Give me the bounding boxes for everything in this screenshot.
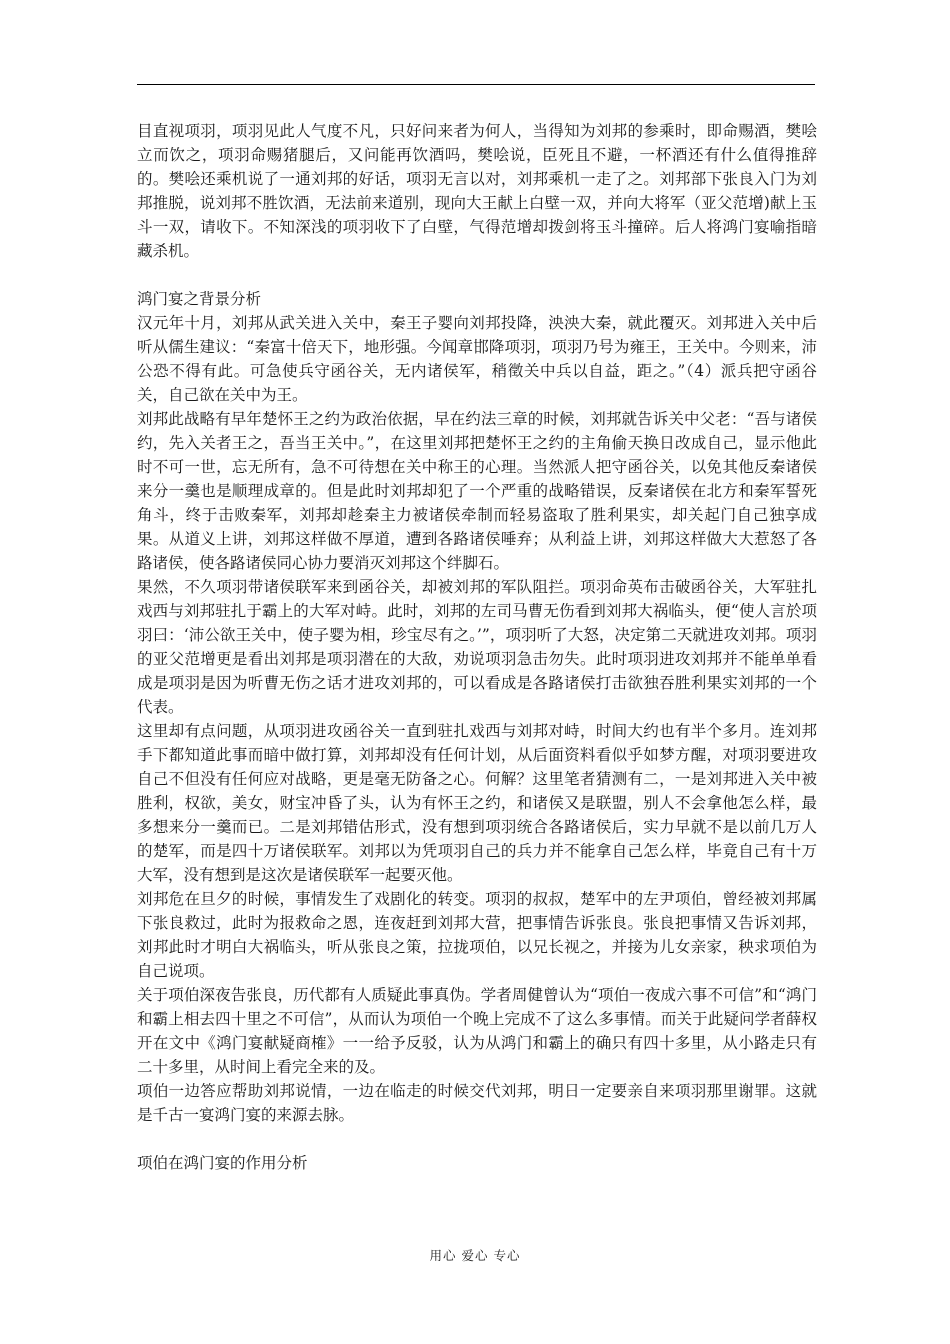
paragraph-gap bbox=[137, 1127, 817, 1151]
paragraph: 关于项伯深夜告张良，历代都有人质疑此事真伪。学者周健曾认为“项伯一夜成六事不可信”和“鸿门和霸上相去四十里之不可信”，从而认为项伯一个晚上完成不了这么多事情。而关于此疑问学者薛权开在文中《鸿门宴献疑商榷》一一给予反驳，认为从鸿门和霸上的确只有四十多里，从小路走只有二十多里，从时间上看完全来的及。 bbox=[137, 986, 817, 1076]
paragraph: 这里却有点问题，从项羽进攻函谷关一直到驻扎戏西与刘邦对峙，时间大约也有半个多月。连刘邦手下都知道此事而暗中做打算，刘邦却没有任何计划，从后面资料看似乎如梦方醒，对项羽要进攻自己不但没有任何应对战略，更是毫无防备之心。何解？这里笔者猜测有二，一是刘邦进入关中被胜利，权欲，美女，财宝冲昏了头，认为有怀王之约，和诸侯又是联盟，别人不会拿他怎么样，最多想来分一羹而已。二是刘邦错估形式，没有想到项羽统合各路诸侯后，实力早就不是以前几万人的楚军，而是四十万诸侯联军。刘邦以为凭项羽自己的兵力并不能拿自己怎么样，毕竟自己有十万大军，没有想到是这次是诸侯联军一起要灭他。 bbox=[137, 722, 817, 884]
document-body bbox=[137, 119, 817, 1175]
paragraph-gap bbox=[137, 263, 817, 287]
paragraph: 目直视项羽，项羽见此人气度不凡，只好问来者为何人，当得知为刘邦的参乘时，即命赐酒，樊哙立而饮之，项羽命赐猪腿后，又问能再饮酒吗，樊哙说，臣死且不避，一杯酒还有什么值得推辞的。樊哙还乘机说了一通刘邦的好话，项羽无言以对，刘邦乘机一走了之。刘邦部下张良入门为刘邦推脱，说刘邦不胜饮酒，无法前来道别，现向大王献上白壁一双，并向大将军（亚父范增)献上玉斗一双，请收下。不知深浅的项羽收下了白壁，气得范增却拨剑将玉斗撞碎。后人将鸿门宴喻指暗藏杀机。 bbox=[137, 122, 817, 260]
paragraph: 刘邦危在旦夕的时候，事情发生了戏剧化的转变。项羽的叔叔，楚军中的左尹项伯，曾经被刘邦属下张良救过，此时为报救命之恩，连夜赶到刘邦大营，把事情告诉张良。张良把事情又告诉刘邦，刘邦此时才明白大祸临头，听从张良之策，拉拢项伯，以兄长视之，并接为儿女亲家，秧求项伯为自己说项。 bbox=[137, 890, 817, 980]
header-rule bbox=[137, 84, 815, 85]
paragraph: 项伯一边答应帮助刘邦说情，一边在临走的时候交代刘邦，明日一定要亲自来项羽那里谢罪。这就是千古一宴鸿门宴的来源去脉。 bbox=[137, 1082, 817, 1124]
page-footer: 用心 爱心 专心 bbox=[429, 1248, 521, 1263]
paragraph: 果然，不久项羽带诸侯联军来到函谷关，却被刘邦的军队阻拦。项羽命英布击破函谷关，大军驻扎戏西与刘邦驻扎于霸上的大军对峙。此时，刘邦的左司马曹无伤看到刘邦大祸临头，便“使人言於项羽曰：‘沛公欲王关中，使子婴为相，珍宝尽有之。’”，项羽听了大怒，决定第二天就进攻刘邦。项羽的亚父范增更是看出刘邦是项羽潜在的大敌，劝说项羽急击勿失。此时项羽进攻刘邦并不能单单看成是项羽是因为听曹无伤之话才进攻刘邦的，可以看成是各路诸侯打击欲独吞胜利果实刘邦的一个代表。 bbox=[137, 578, 817, 716]
section-heading-xiangbo: 项伯在鸿门宴的作用分析 bbox=[137, 1154, 308, 1172]
section-heading-background: 鸿门宴之背景分析 bbox=[137, 290, 262, 308]
paragraph: 汉元年十月，刘邦从武关进入关中，秦王子婴向刘邦投降，泱泱大秦，就此覆灭。刘邦进入关中后听从儒生建议：“秦富十倍天下，地形强。今闻章邯降项羽，项羽乃号为雍王，王关中。今则来，沛公恐不得有此。可急使兵守函谷关，无内诸侯军，稍徵关中兵以自益，距之。”（4）派兵把守函谷关，自己欲在关中为王。 bbox=[137, 314, 817, 404]
paragraph: 刘邦此战略有早年楚怀王之约为政治依据，早在约法三章的时候，刘邦就告诉关中父老：“吾与诸侯约，先入关者王之，吾当王关中。”，在这里刘邦把楚怀王之约的主角偷天换日改成自己，显示他此时不可一世，忘无所有，急不可待想在关中称王的心理。当然派人把守函谷关，以免其他反秦诸侯来分一羹也是顺理成章的。但是此时刘邦却犯了一个严重的战略错误，反秦诸侯在北方和秦军誓死角斗，终于击败秦军，刘邦却趁秦主力被诸侯牵制而轻易盗取了胜利果实，却关起门自己独享成果。从道义上讲，刘邦这样做不厚道，遭到各路诸侯唾弃；从利益上讲，刘邦这样做大大惹怒了各路诸侯，使各路诸侯同心协力要消灭刘邦这个绊脚石。 bbox=[137, 410, 817, 572]
